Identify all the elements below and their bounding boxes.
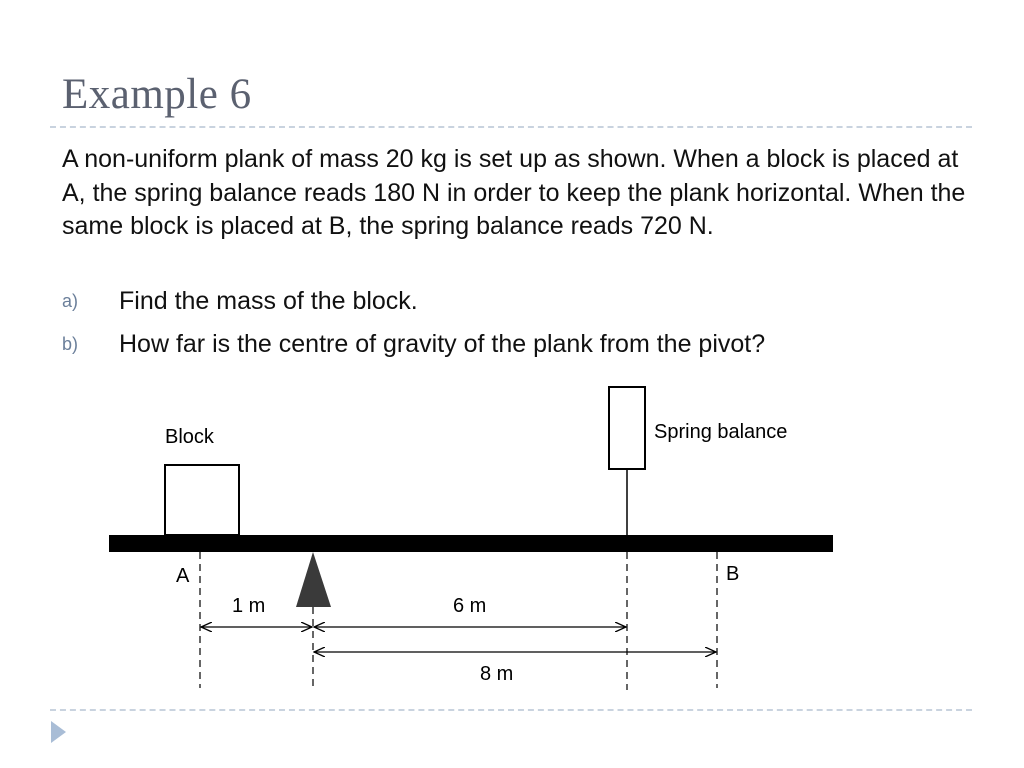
question-a-text: Find the mass of the block. bbox=[119, 287, 418, 315]
pivot-triangle bbox=[296, 552, 331, 607]
question-a-marker: a) bbox=[62, 291, 79, 311]
question-b-marker: b) bbox=[62, 334, 79, 354]
spring-balance-label: Spring balance bbox=[654, 421, 788, 443]
point-a-label: A bbox=[176, 565, 190, 587]
question-b-text: How far is the centre of gravity of the plank from the pivot? bbox=[119, 330, 766, 358]
slide-title: Example 6 bbox=[62, 71, 252, 118]
block-label: Block bbox=[165, 426, 214, 448]
dimension-label-6m: 6 m bbox=[453, 595, 487, 617]
problem-statement: A non-uniform plank of mass 20 kg is set up as shown. When a block is placed at A, the spring balance reads 180 N in order to keep the plank horizontal. When the same block is placed at B, the spring balance reads 720 N. bbox=[62, 145, 966, 240]
footer-divider bbox=[50, 709, 972, 711]
play-arrow-icon[interactable] bbox=[51, 721, 66, 743]
point-b-label: B bbox=[726, 563, 740, 585]
dimension-label-8m: 8 m bbox=[480, 663, 514, 685]
spring-balance-shape bbox=[609, 387, 645, 469]
plank bbox=[109, 535, 833, 552]
dimension-label-1m: 1 m bbox=[232, 595, 266, 617]
block-shape bbox=[165, 465, 239, 535]
